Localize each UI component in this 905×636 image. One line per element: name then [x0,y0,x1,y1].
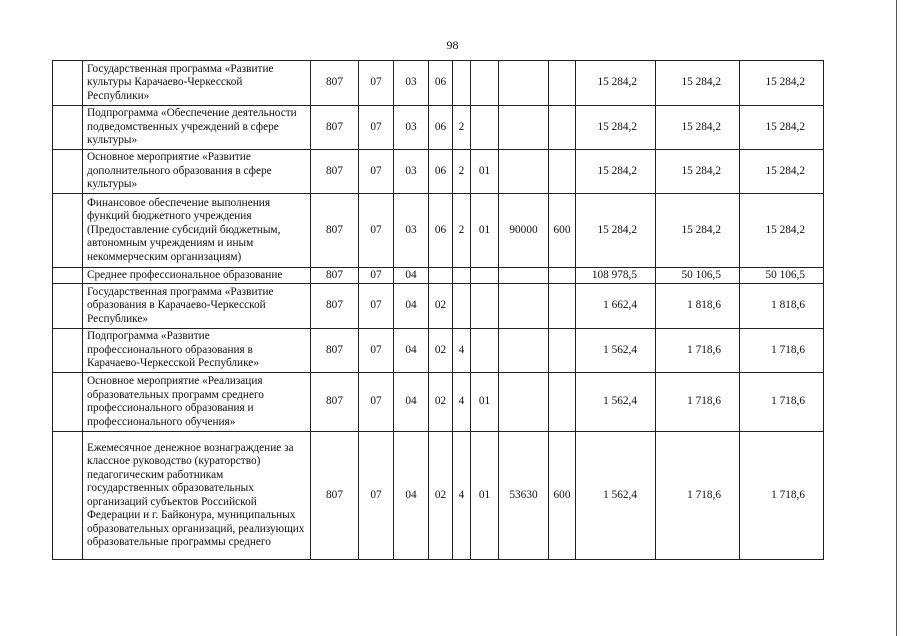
ministry-code: 807 [311,194,359,268]
amount-1: 1 662,4 [576,284,656,329]
table-row [53,284,824,329]
row-name: Подпрограмма «Обеспечение деятельности подведомственных учреждений в сфере культуры» [83,106,311,150]
program-code: 02 [429,432,453,560]
blank-cell [53,329,83,373]
amount-1: 1 562,4 [576,329,656,373]
row-name-cell [83,432,311,560]
blank-cell [53,106,83,150]
ministry-code: 807 [311,61,359,106]
amount-1: 15 284,2 [576,150,656,194]
amount-1: 15 284,2 [576,106,656,150]
ministry-code: 807 [311,284,359,329]
blank-cell [53,284,83,329]
direction-code: 90000 [499,194,549,268]
section-code: 07 [359,150,394,194]
subprogram-code: 2 [453,194,471,268]
subsection-code: 04 [394,329,429,373]
ministry-code: 807 [311,373,359,432]
table-row [53,106,824,150]
amount-1: 15 284,2 [576,61,656,106]
amount-3: 1 718,6 [740,432,824,560]
expense-type-code [549,150,576,194]
section-code: 07 [359,61,394,106]
blank-cell [53,268,83,284]
table-row [53,329,824,373]
amount-1: 15 284,2 [576,194,656,268]
direction-code [499,284,549,329]
row-name: Государственная программа «Развитие образования в Карачаево-Черкесской Республике» [83,284,311,329]
row-name: Подпрограмма «Развитие профессионального образования в Карачаево-Черкесской Республике» [83,329,311,373]
row-name: Среднее профессиональное образование [83,268,311,284]
ministry-code: 807 [311,329,359,373]
page-number: 98 [446,38,459,52]
ministry-code: 807 [311,106,359,150]
subprogram-code [453,61,471,106]
event-code: 01 [471,150,499,194]
amount-1: 108 978,5 [576,268,656,284]
table-row [53,150,824,194]
subsection-code: 03 [394,106,429,150]
subsection-code: 04 [394,373,429,432]
event-code: 01 [471,194,499,268]
amount-2: 15 284,2 [656,150,740,194]
table-row [53,432,824,560]
program-code: 02 [429,329,453,373]
table-row [53,194,824,268]
program-code: 02 [429,284,453,329]
ministry-code: 807 [311,268,359,284]
row-name: Основное мероприятие «Развитие дополнительного образования в сфере культуры» [83,150,311,194]
subsection-code: 04 [394,284,429,329]
page-edge-line [896,0,897,636]
section-code: 07 [359,432,394,560]
row-name: Ежемесячное денежное вознаграждение за классное руководство (кураторство) педагогическим работникам государственных образовательных организаций субъектов Российской Федерации и г. Байконура, муниципальных образовательных организаций, реализующих образовательные программы среднего [87,441,305,548]
subsection-code: 03 [394,150,429,194]
expense-type-code [549,268,576,284]
amount-2: 1 718,6 [656,373,740,432]
subprogram-code: 4 [453,432,471,560]
amount-3: 1 818,6 [740,284,824,329]
amount-2: 50 106,5 [656,268,740,284]
expense-type-code: 600 [549,194,576,268]
program-code: 06 [429,106,453,150]
direction-code [499,150,549,194]
subprogram-code: 4 [453,329,471,373]
expense-type-code [549,61,576,106]
event-code [471,106,499,150]
amount-2: 15 284,2 [656,61,740,106]
event-code: 01 [471,373,499,432]
amount-3: 1 718,6 [740,329,824,373]
event-code [471,284,499,329]
program-code: 02 [429,373,453,432]
direction-code [499,329,549,373]
blank-cell [53,150,83,194]
direction-code [499,268,549,284]
event-code [471,329,499,373]
expense-type-code [549,373,576,432]
subprogram-code: 2 [453,150,471,194]
section-code: 07 [359,373,394,432]
table-row [53,61,824,106]
blank-cell [53,194,83,268]
subsection-code: 04 [394,268,429,284]
subsection-code: 03 [394,194,429,268]
budget-table [52,60,824,560]
row-name: Основное мероприятие «Реализация образовательных программ среднего профессионального образования и профессионального обучения» [83,373,311,432]
amount-3: 15 284,2 [740,106,824,150]
amount-3: 15 284,2 [740,61,824,106]
table-row [53,373,824,432]
amount-3: 15 284,2 [740,150,824,194]
amount-1: 1 562,4 [576,373,656,432]
program-code: 06 [429,61,453,106]
subsection-code: 03 [394,61,429,106]
amount-2: 1 718,6 [656,432,740,560]
section-code: 07 [359,194,394,268]
direction-code: 53630 [499,432,549,560]
program-code: 06 [429,194,453,268]
expense-type-code: 600 [549,432,576,560]
amount-2: 1 718,6 [656,329,740,373]
program-code: 06 [429,150,453,194]
table-row [53,268,824,284]
ministry-code: 807 [311,432,359,560]
section-code: 07 [359,268,394,284]
subprogram-code: 2 [453,106,471,150]
ministry-code: 807 [311,150,359,194]
direction-code [499,106,549,150]
expense-type-code [549,284,576,329]
subprogram-code: 4 [453,373,471,432]
amount-3: 15 284,2 [740,194,824,268]
subsection-code: 04 [394,432,429,560]
program-code [429,268,453,284]
section-code: 07 [359,329,394,373]
amount-3: 50 106,5 [740,268,824,284]
section-code: 07 [359,284,394,329]
event-code [471,61,499,106]
blank-cell [53,432,83,560]
amount-1: 1 562,4 [576,432,656,560]
amount-3: 1 718,6 [740,373,824,432]
blank-cell [53,373,83,432]
amount-2: 1 818,6 [656,284,740,329]
expense-type-code [549,329,576,373]
event-code: 01 [471,432,499,560]
direction-code [499,61,549,106]
subprogram-code [453,268,471,284]
blank-cell [53,61,83,106]
row-name: Государственная программа «Развитие культуры Карачаево-Черкесской Республики» [83,61,311,106]
subprogram-code [453,284,471,329]
amount-2: 15 284,2 [656,106,740,150]
amount-2: 15 284,2 [656,194,740,268]
event-code [471,268,499,284]
expense-type-code [549,106,576,150]
direction-code [499,373,549,432]
section-code: 07 [359,106,394,150]
row-name: Финансовое обеспечение выполнения функций бюджетного учреждения (Предоставление субсидий бюджетным, автономным учреждениям и иным некоммерческим организациям) [83,194,311,268]
